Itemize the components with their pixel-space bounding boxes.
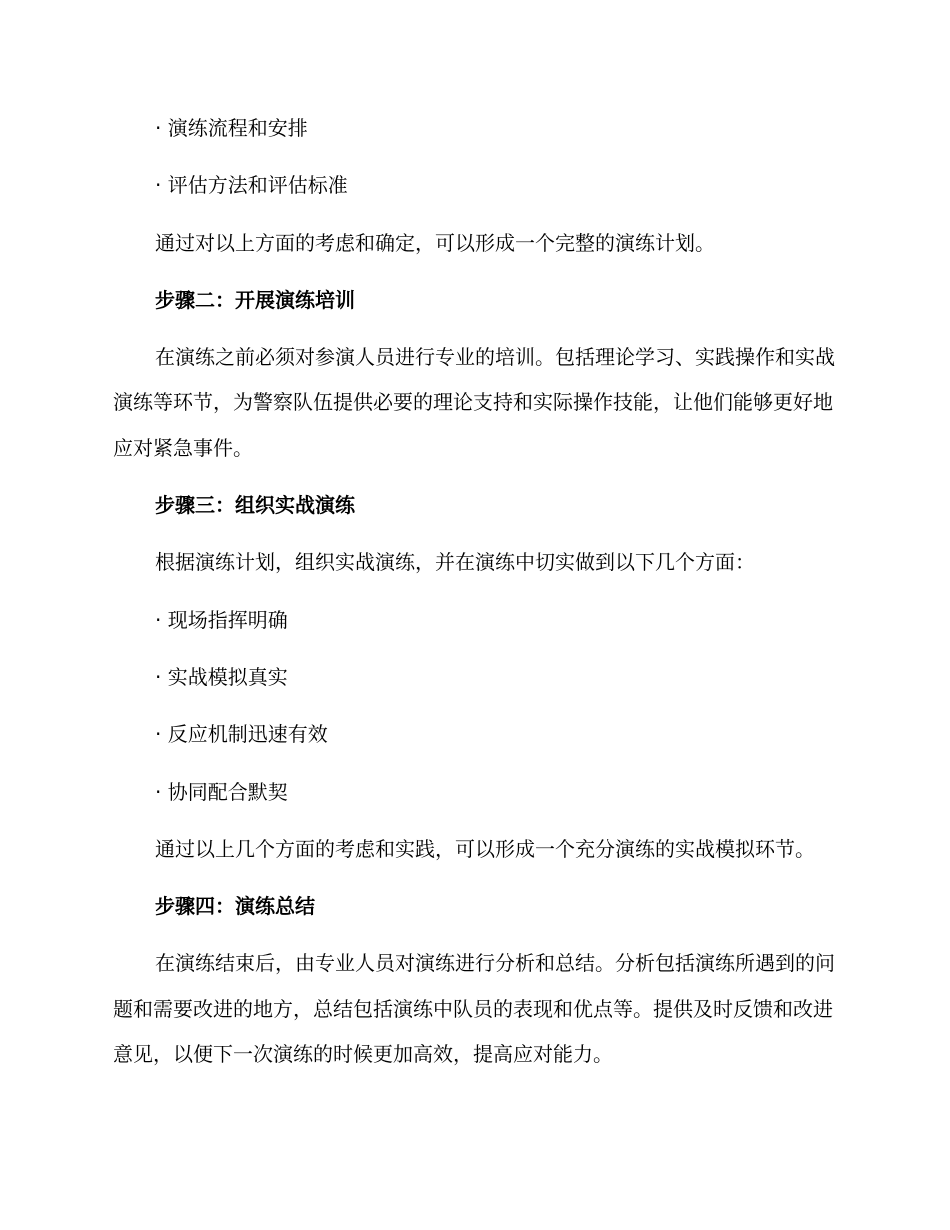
- step2-body: 在演练之前必须对参演人员进行专业的培训。包括理论学习、实践操作和实战演练等环节，为警察队伍提供必要的理论支持和实际操作技能，让他们能够更好地应对紧急事件。: [113, 345, 835, 460]
- bullet-item: · 现场指挥明确: [155, 607, 288, 632]
- bullet-item: · 演练流程和安排: [155, 116, 308, 140]
- bullet-item: · 评估方法和评估标准: [155, 173, 348, 198]
- document-page: [113, 106, 838, 1077]
- step3-heading: 步骤三：组织实战演练: [155, 493, 355, 518]
- paragraph-plan: 通过对以上方面的考虑和确定，可以形成一个完整的演练计划。: [155, 230, 715, 255]
- step3-summary: 通过以上几个方面的考虑和实践，可以形成一个充分演练的实战模拟环节。: [155, 836, 815, 861]
- step3-intro: 根据演练计划，组织实战演练，并在演练中切实做到以下几个方面：: [155, 550, 755, 575]
- bullet-item: · 协同配合默契: [155, 779, 288, 804]
- bullet-item: · 实战模拟真实: [155, 664, 288, 689]
- step2-heading: 步骤二：开展演练培训: [155, 287, 355, 312]
- bullet-item: · 反应机制迅速有效: [155, 722, 328, 747]
- step4-heading: 步骤四：演练总结: [155, 894, 315, 919]
- step4-body: 在演练结束后，由专业人员对演练进行分析和总结。分析包括演练所遇到的问题和需要改进的地方，总结包括演练中队员的表现和优点等。提供及时反馈和改进意见，以便下一次演练的时候更加高效，提高应对能力。: [113, 951, 835, 1067]
